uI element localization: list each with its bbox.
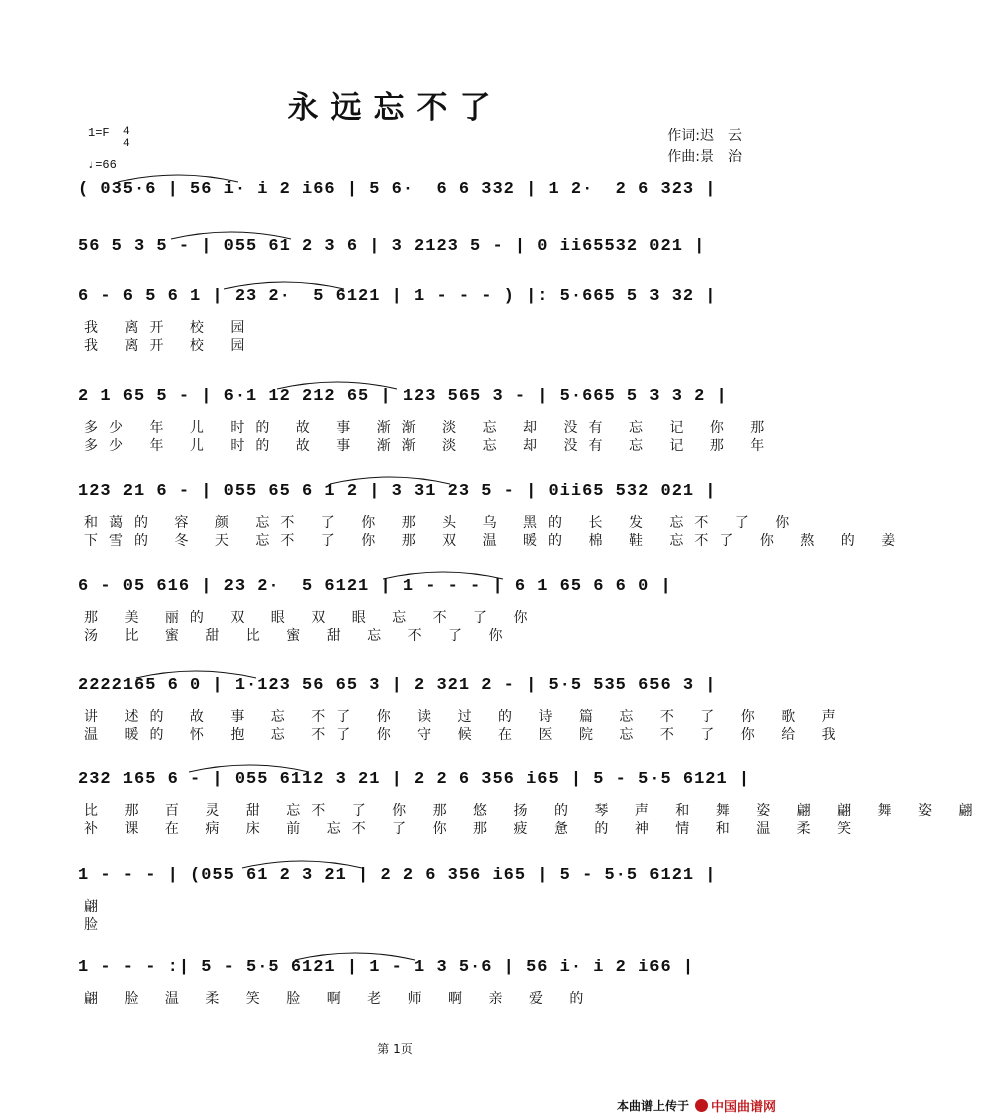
- lyric-line: 补 课 在 病 床 前 忘不 了 你 那 疲 惫 的 神 情 和 温 柔 笑: [84, 821, 863, 837]
- notation-line: 6 - 05 616 | 23 2· 5 6121 | 1 - - - | 6 1 65 6 6 0 |: [78, 577, 672, 596]
- key-signature: 1=F: [88, 126, 110, 140]
- score-system: [78, 866, 746, 934]
- site-logo: [695, 1096, 776, 1115]
- notation-line: 232 165 6 - | 055 6112 3 21 | 2 2 6 356 i65 | 5 - 5·5 6121 |: [78, 770, 751, 789]
- score-system: [78, 482, 907, 550]
- key-tempo-block: [88, 126, 130, 172]
- lyric-line: 讲 述的 故 事 忘 不了 你 读 过 的 诗 篇 忘 不 了 你 歌 声: [84, 709, 847, 725]
- upload-credit: [617, 1096, 776, 1115]
- lyric-line: 和蔼的 容 颜 忘不 了 你 那 头 乌 黑的 长 发 忘不 了 你: [84, 515, 801, 531]
- score-system: [78, 676, 847, 744]
- notation-line: 1 - - - | (055 61 2 3 21 | 2 2 6 356 i65 | 5 - 5·5 6121 |: [78, 866, 717, 885]
- lyric-line: 比 那 百 灵 甜 忘不 了 你 那 悠 扬 的 琴 声 和 舞 姿 翩 翩 舞 姿 翩: [84, 803, 983, 819]
- site-name: 中国曲谱网: [710, 1100, 776, 1115]
- time-signature-bottom: 4: [123, 138, 130, 150]
- credits-block: [667, 126, 742, 168]
- notation-line: 6 - 6 5 6 1 | 23 2· 5 6121 | 1 - - - ) |: 5·665 5 3 32 |: [78, 287, 717, 306]
- lyric-line: 温 暖的 怀 抱 忘 不了 你 守 候 在 医 院 忘 不 了 你 给 我: [84, 727, 847, 743]
- site-logo-icon: [695, 1099, 708, 1112]
- notation-line: 123 21 6 - | 055 65 6 1 2 | 3 31 23 5 - | 0ii65 532 021 |: [78, 482, 717, 501]
- lyric-line: 那 美 丽的 双 眼 双 眼 忘 不 了 你: [84, 610, 539, 626]
- tempo-marking: ♩=66: [88, 158, 117, 172]
- lyric-line: 翩: [84, 899, 109, 915]
- lyric-line: 下雪的 冬 天 忘不 了 你 那 双 温 暖的 棉 鞋 忘不了 你 熬 的 姜: [84, 533, 907, 549]
- lyric-line: 翩 脸 温 柔 笑 脸 啊 老 师 啊 亲 爱 的: [84, 991, 595, 1007]
- composer: 作曲:景 治: [667, 149, 742, 165]
- lyric-line: 我 离开 校 园: [84, 320, 256, 336]
- lyric-line: 多少 年 儿 时的 故 事 渐渐 淡 忘 却 没有 忘 记 那 年: [84, 438, 776, 454]
- score-system: [78, 958, 746, 1026]
- page-number: 第 1页: [377, 1042, 413, 1056]
- score-system: [78, 387, 776, 455]
- score-system: [78, 287, 746, 355]
- lyric-line: 脸: [84, 917, 109, 933]
- lyric-line: 多少 年 儿 时的 故 事 渐渐 淡 忘 却 没有 忘 记 你 那: [84, 420, 776, 436]
- notation-line: ( 035·6 | 56 i· i 2 i66 | 5 6· 6 6 332 | 1 2· 2 6 323 |: [78, 180, 717, 199]
- lyric-line: 汤 比 蜜 甜 比 蜜 甜 忘 不 了 你: [84, 628, 514, 644]
- notation-line: 2 1 65 5 - | 6·1 12 212 65 | 123 565 3 - | 5·665 5 3 3 2 |: [78, 387, 728, 406]
- time-signature-top: 4: [123, 126, 130, 138]
- song-title: 永远忘不了: [287, 90, 503, 126]
- time-signature: [123, 126, 130, 150]
- lyric-line: 我 离开 校 园: [84, 338, 256, 354]
- score-system: [78, 577, 746, 645]
- score-system: [78, 770, 983, 838]
- upload-credit-text: 本曲谱上传于: [616, 1099, 689, 1113]
- notation-line: 2222165 6 0 | 1·123 56 65 3 | 2 321 2 - | 5·5 535 656 3 |: [78, 676, 717, 695]
- notation-line: 56 5 3 5 - | 055 61 2 3 6 | 3 2123 5 - | 0 ii65532 021 |: [78, 237, 706, 256]
- notation-line: 1 - - - :| 5 - 5·5 6121 | 1 - 1 3 5·6 | 56 i· i 2 i66 |: [78, 958, 695, 977]
- lyricist: 作词:迟 云: [667, 128, 742, 144]
